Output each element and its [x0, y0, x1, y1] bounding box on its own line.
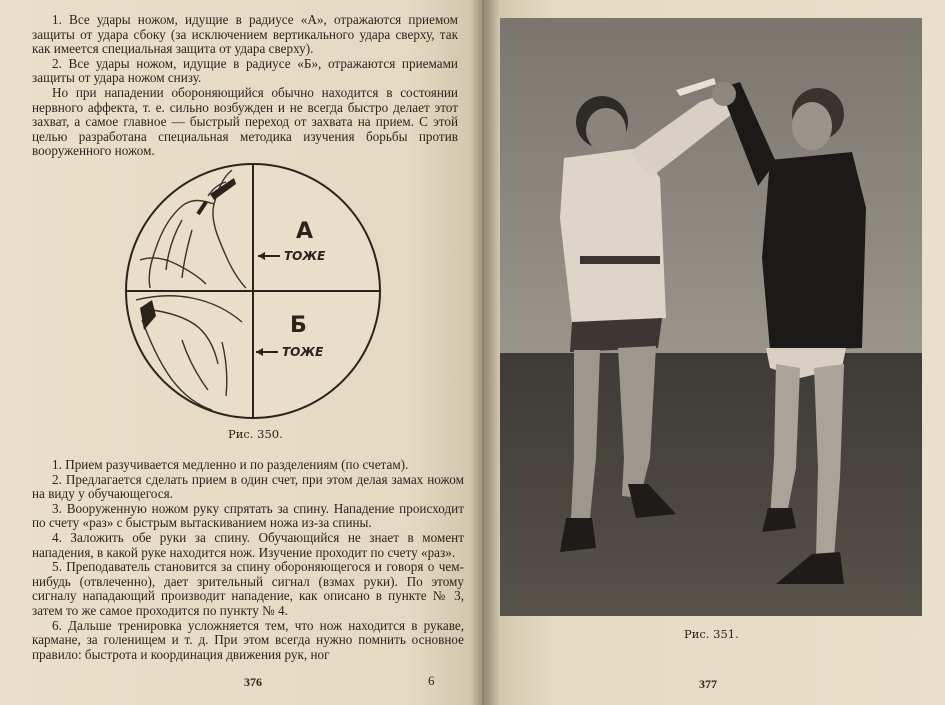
paragraph: 1. Все удары ножом, идущие в радиусе «А», отражаются приемом защиты от удара сбоку (за исключением вертикального удара сверху, так как имеется специальная защита от удара сверху).: [32, 12, 458, 57]
instructions-text: [32, 458, 464, 662]
book-spine: [470, 0, 500, 705]
paragraph: 5. Преподаватель становится за спину обороняющегося и говоря о чем-нибудь (отвлеченно), дает зрительный сигнал (взмах руки). По этому сигналу нападающий производит нападение, как описано в пункте № 3, затем то же самое проходится по пункту № 4.: [32, 559, 464, 618]
figure-351-caption: Рис. 351.: [684, 627, 739, 641]
photo-background-ground: [500, 353, 922, 616]
arrow-text-b: ТОЖЕ: [282, 345, 324, 359]
arrow-text-a: ТОЖЕ: [284, 249, 326, 263]
paragraph: 4. Заложить обе руки за спину. Обучающийся не знает в момент нападения, в какой руке находится нож. Изучение проходит по счету «раз».: [32, 529, 464, 560]
page-number-right: 377: [699, 677, 717, 691]
hands-grip: [712, 82, 736, 106]
figure-350-diagram: [122, 160, 384, 422]
signature-mark: 6: [428, 673, 435, 688]
figure-350-caption: Рис. 350.: [228, 427, 283, 441]
paragraph: 2. Предлагается сделать прием в один счет, при этом делая замах ножом на виду у обучающегося.: [32, 471, 464, 502]
knife-radius-diagram: [122, 160, 384, 422]
photo-knife-defense: [500, 18, 922, 616]
paragraph: 3. Вооруженную ножом руку спрятать за спину. Нападение происходит по счету «раз» с быстрым вытаскиванием ножа из-за спины.: [32, 500, 464, 531]
paragraph: 6. Дальше тренировка усложняется тем, что нож находится в рукаве, кармане, за голенищем и т. д. При этом всегда нужно помнить основное правило: быстрота и координация движения рук, ног: [32, 617, 464, 662]
intro-text: [32, 13, 458, 159]
paragraph: 2. Все удары ножом, идущие в радиусе «Б», отражаются приемами защиты от удара ножом снизу.: [32, 55, 458, 86]
radius-label-a: А: [296, 219, 314, 244]
page-number-left: 376: [244, 675, 262, 689]
radius-label-b: Б: [290, 313, 307, 338]
paragraph: Но при нападении обороняющийся обычно находится в состоянии нервного аффекта, т. е. сильно возбужден и не всегда быстро делает этот захват, а самое главное — быстрый переход от захвата на прием. С этой целью разработана специальная методика изучения борьбы против вооруженного ножом.: [32, 84, 458, 159]
paragraph: 1. Прием разучивается медленно и по разделениям (по счетам).: [52, 457, 409, 472]
figure-351-photo: [500, 18, 922, 616]
